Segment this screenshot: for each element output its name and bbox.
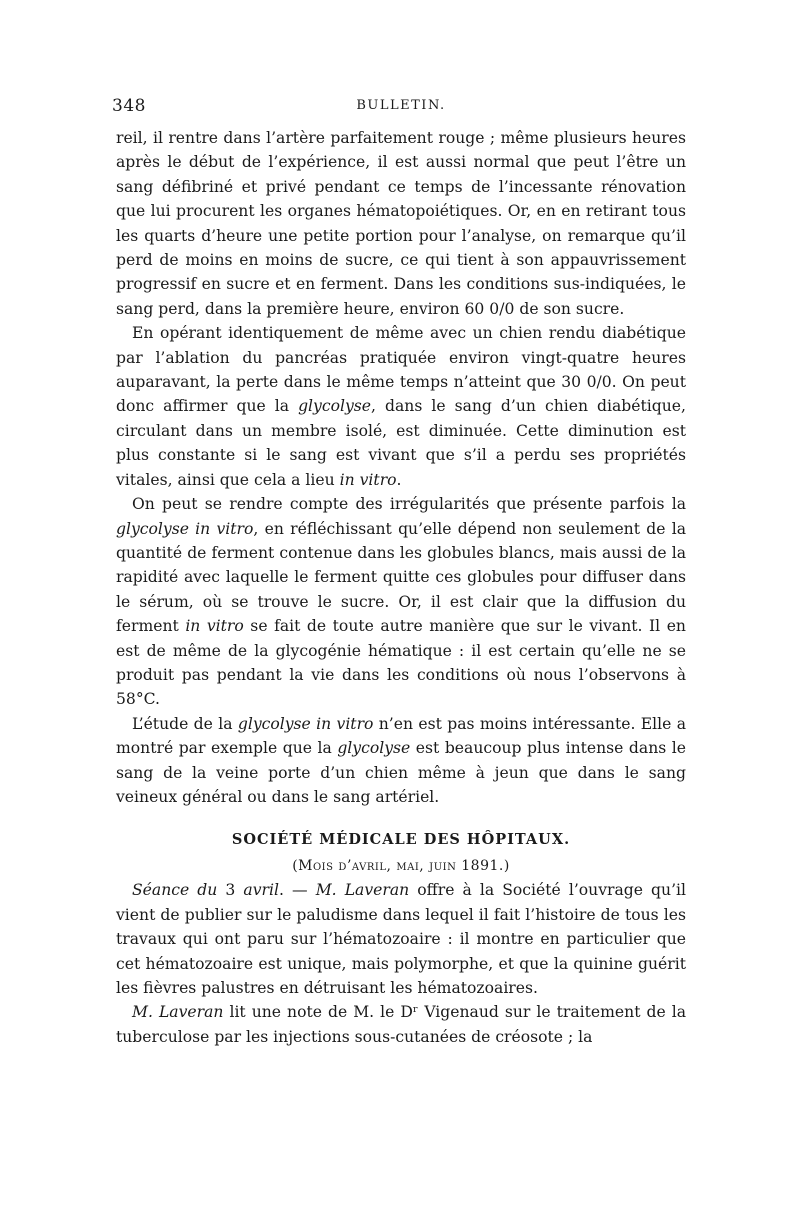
text-run: lit une note de M. le Dʳ Vigenaud sur le traitement de la tuberculose par les injections sous-cutanées de créosote ; la xyxy=(116,1003,686,1046)
document-page xyxy=(112,96,687,1049)
text-run: , en réfléchissant qu’elle dépend non seulement de la quantité de ferment contenue dans les globules blancs, mais aussi de la rapidité avec laquelle le ferment quitte ces globules pour diffuser dans le sérum, où se trouve le sucre. Or, il est clair que la diffusion du ferment xyxy=(116,519,687,636)
text-run: offre à la Société l’ouvrage qu’il vient de publier sur le paludisme dans lequel il fait l’histoire de tous les travaux qui ont paru sur l’hématozoaire : il montre en particulier que cet hématozoaire est unique, mais polymorphe, et que la quinine guérit les fièvres palustres en détruisant les hématozoaires. xyxy=(116,881,687,997)
italic-text: glycolyse xyxy=(337,739,411,758)
section-dates: (Mois d’avril, mai, juin 1891.) xyxy=(292,858,510,875)
italic-text: in vitro xyxy=(339,470,397,489)
text-run: . — xyxy=(278,881,316,900)
section-title: SOCIÉTÉ MÉDICALE DES HÔPITAUX. xyxy=(231,831,571,849)
italic-text: M. Laveran xyxy=(315,881,410,900)
paragraph xyxy=(116,321,686,492)
text-run: reil, il rentre dans l’artère parfaitement rouge ; même plusieurs heures après le début de l’expérience, il est aussi normal que peut l’être un sang défibriné et privé pendant ce temps de l’incessante rénovation que lui procurent les organes hématopoiétiques. Or, en en retirant tous les quarts d’heure une petite portion pour l’analyse, on remarque qu’il perd de moins en moins de sucre, ce qui tient à son appauvrissement progressif en sucre et en ferment. Dans les conditions sus-indiquées, le sang perd, dans la première heure, environ 60 0/0 de son sucre. xyxy=(116,129,686,318)
italic-text: glycolyse in vitro xyxy=(116,519,254,538)
section-text xyxy=(116,878,686,1049)
italic-text: Séance du xyxy=(132,881,218,900)
paragraph xyxy=(116,712,686,810)
running-head: BULLETIN. xyxy=(356,98,446,113)
text-run: L’étude de la xyxy=(132,714,238,733)
text-run: En opérant identiquement de même avec un chien rendu diabétique par l’ablation du pancréas pratiquée environ vingt-quatre heures auparavant, la perte dans le même temps n’atteint que 30 0/0. On peut donc affirmer que la xyxy=(116,324,686,416)
paragraph xyxy=(116,1000,686,1049)
italic-text: glycolyse in vitro xyxy=(237,714,374,733)
text-run: 3 xyxy=(217,881,244,900)
italic-text: M. Laveran xyxy=(132,1003,224,1022)
text-run: se fait de toute autre manière que sur le vivant. Il en est de même de la glycogénie hématique : il est certain qu’elle ne se produit pas pendant la vie dans les conditions où nous l’observons à 58°C. xyxy=(116,617,686,709)
body-text xyxy=(116,126,686,809)
italic-text: avril xyxy=(243,881,279,900)
text-run: est beaucoup plus intense dans le sang de la veine porte d’un chien même à jeun que dans le sang veineux général ou dans le sang artériel. xyxy=(116,739,686,806)
paragraph xyxy=(116,126,686,321)
italic-text: in vitro xyxy=(185,617,244,636)
page-header xyxy=(112,96,686,120)
text-run: , dans le sang d’un chien diabétique, circulant dans un membre isolé, est diminuée. Cette diminution est plus constante si le sang est vivant que s’il a perdu ses propriétés vitales, ainsi que cela a lieu xyxy=(116,397,686,489)
page-number: 348 xyxy=(112,96,146,116)
text-run: . xyxy=(396,470,402,489)
paragraph xyxy=(116,878,686,1000)
paragraph xyxy=(116,492,686,712)
italic-text: glycolyse xyxy=(298,397,372,416)
text-run: On peut se rendre compte des irrégularités que présente parfois la xyxy=(132,495,686,514)
text-run: n’en est pas moins intéressante. Elle a montré par exemple que la xyxy=(116,714,686,758)
